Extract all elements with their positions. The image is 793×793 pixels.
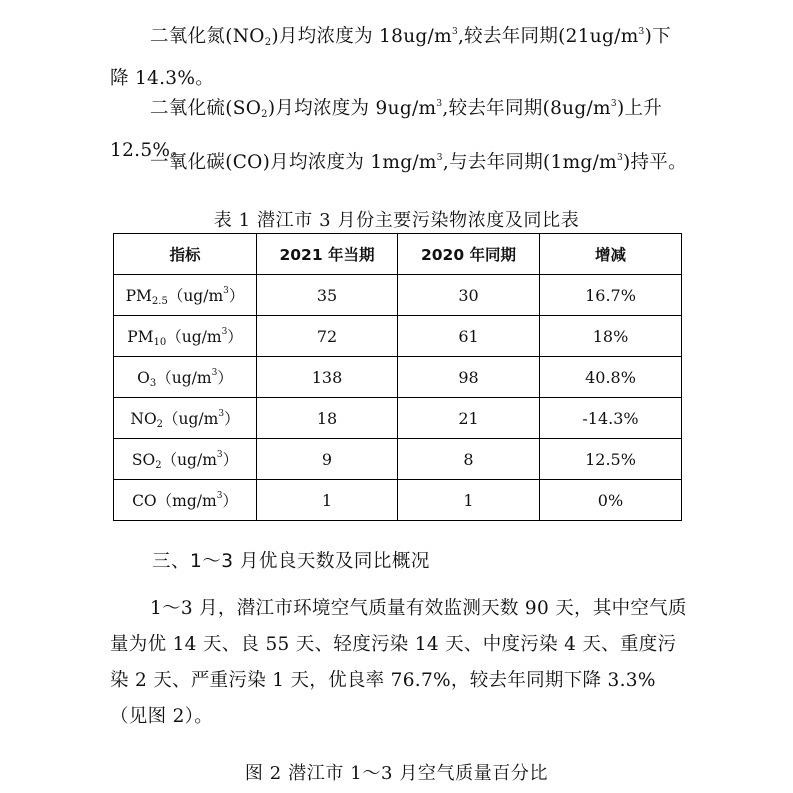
change-value-cell: -14.3% [540,398,682,439]
change-value-cell: 18% [540,316,682,357]
indicator-cell [114,439,257,480]
no2-subscript: 2 [264,37,272,48]
summary-paragraph: 1～3 月，潜江市环境空气质量有效监测天数 90 天，其中空气质量为优 14 天、良 55 天、轻度污染 14 天、中度污染 4 天、重度污染 2 天、严重污染 1 天，优良率 76.7%，较去年同期下降 3.3%（见图 2）。 [110,598,687,727]
indicator-unit-superscript: 3 [211,367,218,378]
co-text-prefix: 一氧化碳(CO)月均浓度为 1mg/m [150,152,437,173]
table-row [114,398,682,439]
header-change: 增减 [540,234,682,275]
figure-caption: 图 2 潜江市 1～3 月空气质量百分比 [244,763,549,784]
last-year-value-cell: 30 [398,275,540,316]
indicator-unit-superscript: 3 [216,490,223,501]
indicator-subscript: 10 [153,336,167,348]
table-row [114,316,682,357]
change-value-cell: 16.7% [540,275,682,316]
indicator-unit: （ug/m [166,327,222,346]
section-heading: 三、1～3 月优良天数及同比概况 [152,551,430,572]
last-year-value-cell: 61 [398,316,540,357]
current-value-cell: 1 [257,480,398,521]
indicator-cell [114,398,257,439]
indicator-name: PM [127,327,154,346]
indicator-unit-close: ） [222,450,239,469]
indicator-unit-close: ） [227,327,243,346]
last-year-value-cell: 1 [398,480,540,521]
indicator-unit: （ug/m [156,368,212,387]
current-value-cell: 138 [257,357,398,398]
no2-superscript-1: 3 [451,27,458,37]
indicator-name: CO [132,491,157,510]
last-year-value-cell: 8 [398,439,540,480]
so2-superscript-1: 3 [436,99,443,109]
indicator-cell [114,316,257,357]
current-value-cell: 9 [257,439,398,480]
indicator-unit: （ug/m [167,286,224,305]
table-row [114,275,682,316]
indicator-unit-superscript: 3 [223,285,229,296]
indicator-name: O [137,368,150,387]
indicator-unit: （ug/m [161,450,217,469]
indicator-subscript: 2 [155,459,162,471]
so2-subscript: 2 [261,109,268,120]
indicator-subscript: 2.5 [151,295,168,307]
no2-text-prefix: 二氧化氮(NO [150,26,265,47]
no2-superscript-2: 3 [638,27,645,37]
indicator-unit-superscript: 3 [216,449,223,460]
pollutant-table [113,233,682,521]
table-row [114,439,682,480]
indicator-cell [114,357,257,398]
header-indicator: 指标 [114,234,257,275]
so2-text-mid: )月均浓度为 9ug/m [267,98,437,119]
indicator-cell [114,275,257,316]
indicator-name: NO [130,409,157,428]
no2-text-suffix: )下降 14.3%。 [110,26,671,89]
indicator-subscript: 2 [156,418,164,430]
so2-text-mid2: ,较去年同期(8ug/m [442,98,611,119]
header-last-year-period: 2020 年同期 [398,234,540,275]
indicator-unit-close: ） [217,368,233,387]
indicator-unit-superscript: 3 [218,408,225,419]
table-row [114,480,682,521]
co-superscript-2: 3 [616,153,623,163]
so2-text-prefix: 二氧化硫(SO [150,98,262,119]
indicator-unit-close: ） [224,409,240,428]
current-value-cell: 35 [257,275,398,316]
co-superscript-1: 3 [436,153,443,163]
co-text-suffix: )持平。 [622,152,687,173]
header-current-period: 2021 年当期 [257,234,398,275]
indicator-name: PM [125,286,152,305]
indicator-unit-superscript: 3 [221,326,228,337]
change-value-cell: 12.5% [540,439,682,480]
table-caption: 表 1 潜江市 3 月份主要污染物浓度及同比表 [213,210,580,231]
table-row [114,357,682,398]
indicator-subscript: 3 [149,377,157,389]
indicator-name: SO [131,450,156,469]
table-header-row [114,234,682,275]
so2-text-suffix: )上升 12.5%。 [110,98,663,161]
current-value-cell: 18 [257,398,398,439]
change-value-cell: 0% [540,480,682,521]
indicator-cell [114,480,257,521]
no2-text-mid2: ,较去年同期(21ug/m [457,26,639,47]
so2-superscript-2: 3 [610,99,617,109]
current-value-cell: 72 [257,316,398,357]
no2-text-mid: )月均浓度为 18ug/m [271,26,452,47]
last-year-value-cell: 98 [398,357,540,398]
indicator-unit: （ug/m [163,409,219,428]
co-paragraph [110,140,688,181]
indicator-unit-close: ） [228,286,245,305]
indicator-unit-close: ） [222,491,238,510]
change-value-cell: 40.8% [540,357,682,398]
last-year-value-cell: 21 [398,398,540,439]
co-text-mid2: ,与去年同期(1mg/m [442,152,617,173]
no2-paragraph [110,14,688,97]
indicator-unit: （mg/m [156,491,217,510]
